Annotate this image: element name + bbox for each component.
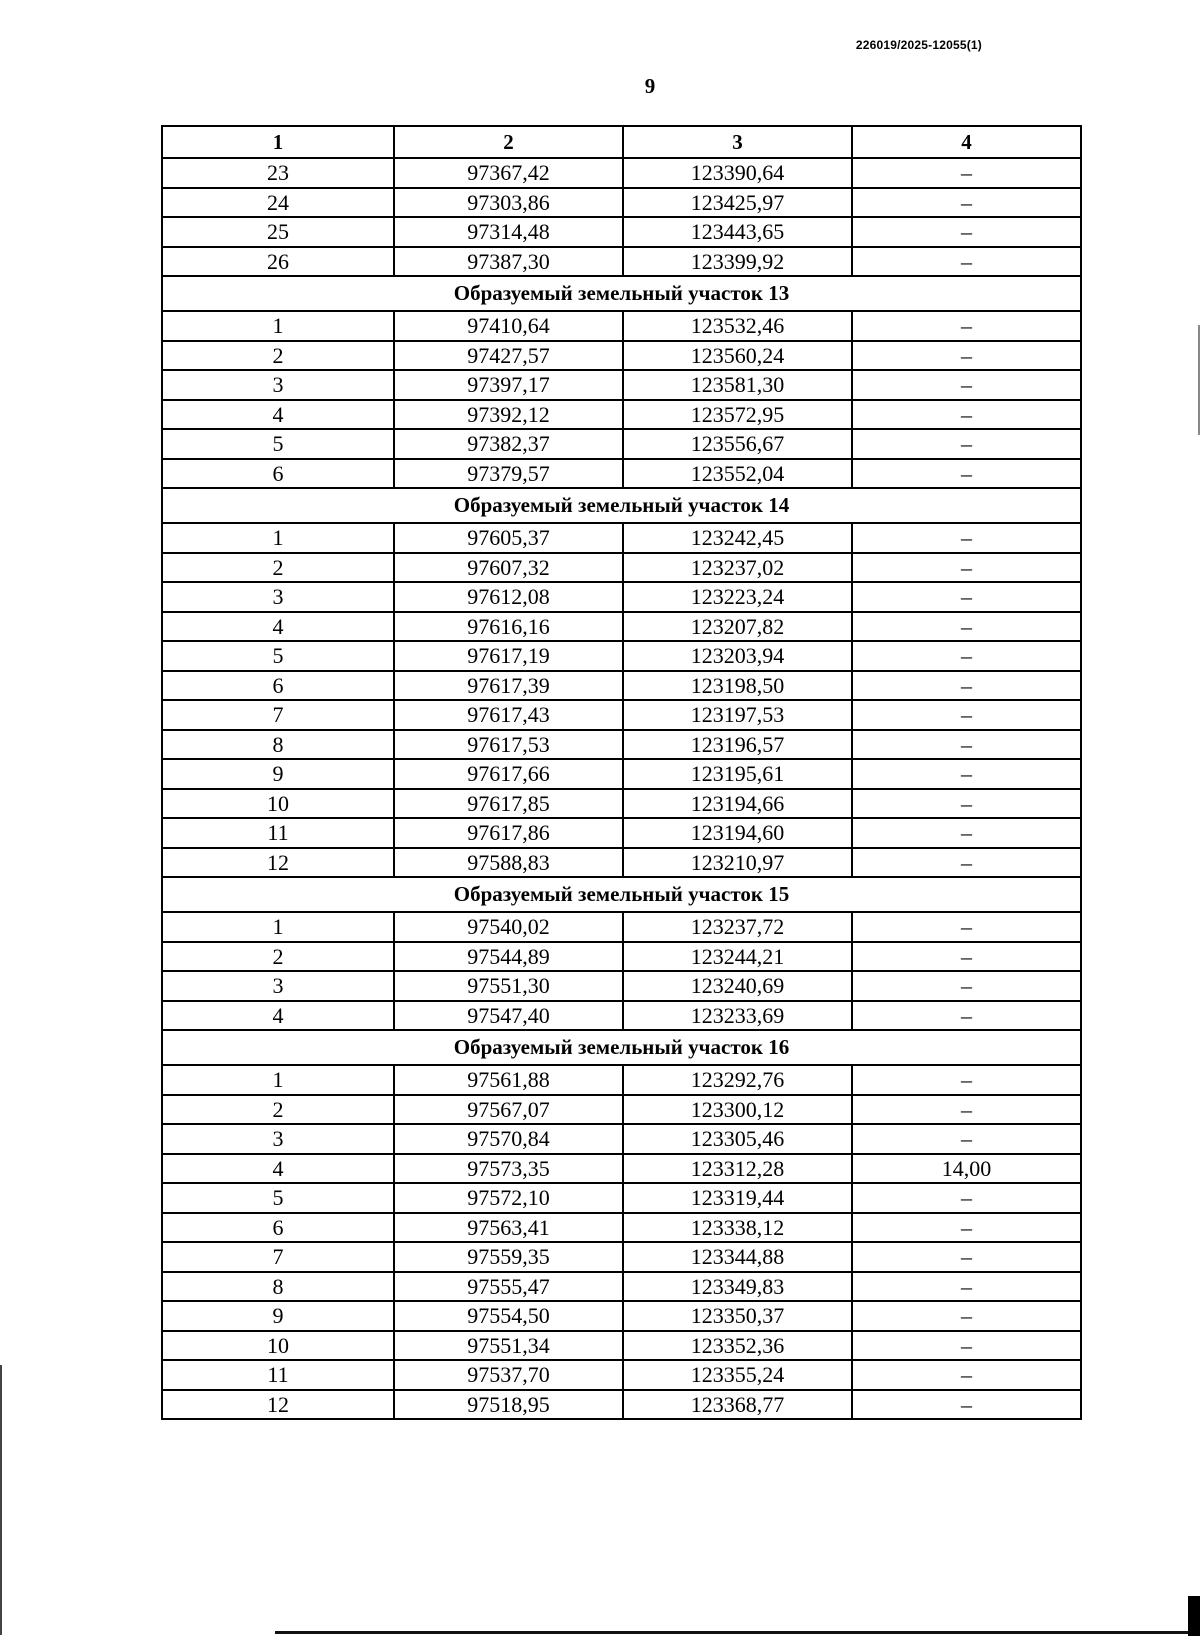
value-cell: – [852,641,1081,671]
coordinate-x-cell: 97382,37 [394,429,623,459]
coordinate-y-cell: 123352,36 [623,1331,852,1361]
value-cell: – [852,400,1081,430]
table-row [162,848,1081,878]
table-row [162,818,1081,848]
coordinate-y-cell: 123194,66 [623,789,852,819]
point-number-cell: 5 [162,641,394,671]
coordinate-x-cell: 97314,48 [394,217,623,247]
value-cell: – [852,1360,1081,1390]
coordinate-x-cell: 97573,35 [394,1154,623,1184]
scan-edge-bottom [275,1631,1200,1634]
coordinate-y-cell: 123390,64 [623,158,852,188]
value-cell: – [852,912,1081,942]
table-row [162,700,1081,730]
coordinate-x-cell: 97551,34 [394,1331,623,1361]
coordinate-x-cell: 97540,02 [394,912,623,942]
coordinate-x-cell: 97367,42 [394,158,623,188]
value-cell: – [852,523,1081,553]
table-row [162,730,1081,760]
table-row [162,912,1081,942]
point-number-cell: 1 [162,912,394,942]
point-number-cell: 25 [162,217,394,247]
table-row [162,311,1081,341]
table-row [162,247,1081,277]
table-row [162,1360,1081,1390]
point-number-cell: 10 [162,789,394,819]
coordinate-y-cell: 123198,50 [623,671,852,701]
coordinate-y-cell: 123300,12 [623,1095,852,1125]
point-number-cell: 9 [162,759,394,789]
coordinate-x-cell: 97617,85 [394,789,623,819]
coordinate-y-cell: 123355,24 [623,1360,852,1390]
coordinate-x-cell: 97555,47 [394,1272,623,1302]
table-row [162,553,1081,583]
coordinate-x-cell: 97570,84 [394,1124,623,1154]
coordinate-x-cell: 97427,57 [394,341,623,371]
point-number-cell: 3 [162,971,394,1001]
point-number-cell: 8 [162,1272,394,1302]
value-cell: – [852,370,1081,400]
value-cell: 14,00 [852,1154,1081,1184]
table-row [162,612,1081,642]
point-number-cell: 2 [162,1095,394,1125]
coordinate-x-cell: 97617,19 [394,641,623,671]
point-number-cell: 1 [162,311,394,341]
point-number-cell: 23 [162,158,394,188]
value-cell: – [852,1124,1081,1154]
coordinate-x-cell: 97617,66 [394,759,623,789]
coordinates-table-body [162,126,1081,1419]
point-number-cell: 4 [162,400,394,430]
coordinate-x-cell: 97617,86 [394,818,623,848]
point-number-cell: 2 [162,942,394,972]
coordinate-y-cell: 123240,69 [623,971,852,1001]
coordinate-y-cell: 123194,60 [623,818,852,848]
value-cell: – [852,759,1081,789]
coordinate-x-cell: 97303,86 [394,188,623,218]
point-number-cell: 11 [162,818,394,848]
coordinate-y-cell: 123292,76 [623,1065,852,1095]
section-title: Образуемый земельный участок 16 [162,1030,1081,1065]
coordinate-y-cell: 123581,30 [623,370,852,400]
point-number-cell: 12 [162,1390,394,1420]
point-number-cell: 4 [162,612,394,642]
coordinate-y-cell: 123425,97 [623,188,852,218]
section-header-row [162,1030,1081,1065]
table-row [162,1183,1081,1213]
table-row [162,217,1081,247]
value-cell: – [852,612,1081,642]
coordinate-x-cell: 97612,08 [394,582,623,612]
table-row [162,971,1081,1001]
column-header: 2 [394,126,623,158]
coordinate-x-cell: 97544,89 [394,942,623,972]
page-number: 9 [644,74,656,98]
table-row [162,341,1081,371]
coordinate-x-cell: 97605,37 [394,523,623,553]
value-cell: – [852,1095,1081,1125]
value-cell: – [852,311,1081,341]
coordinate-y-cell: 123242,45 [623,523,852,553]
value-cell: – [852,217,1081,247]
coordinate-y-cell: 123349,83 [623,1272,852,1302]
coordinate-y-cell: 123312,28 [623,1154,852,1184]
coordinate-y-cell: 123572,95 [623,400,852,430]
coordinate-y-cell: 123556,67 [623,429,852,459]
point-number-cell: 7 [162,700,394,730]
point-number-cell: 4 [162,1001,394,1031]
value-cell: – [852,158,1081,188]
point-number-cell: 24 [162,188,394,218]
point-number-cell: 9 [162,1301,394,1331]
point-number-cell: 3 [162,582,394,612]
column-header: 3 [623,126,852,158]
section-header-row [162,276,1081,311]
value-cell: – [852,1331,1081,1361]
table-row [162,1242,1081,1272]
coordinate-y-cell: 123207,82 [623,612,852,642]
table-row [162,429,1081,459]
section-title: Образуемый земельный участок 15 [162,877,1081,912]
coordinate-x-cell: 97410,64 [394,311,623,341]
coordinate-y-cell: 123319,44 [623,1183,852,1213]
value-cell: – [852,700,1081,730]
coordinate-x-cell: 97518,95 [394,1390,623,1420]
scan-edge-corner [1188,1596,1200,1636]
value-cell: – [852,1242,1081,1272]
coordinate-x-cell: 97567,07 [394,1095,623,1125]
coordinate-y-cell: 123233,69 [623,1001,852,1031]
table-row [162,459,1081,489]
table-row [162,158,1081,188]
table-row [162,1124,1081,1154]
coordinate-x-cell: 97554,50 [394,1301,623,1331]
value-cell: – [852,1213,1081,1243]
table-row [162,1390,1081,1420]
coordinate-y-cell: 123560,24 [623,341,852,371]
coordinate-x-cell: 97563,41 [394,1213,623,1243]
coordinate-y-cell: 123237,02 [623,553,852,583]
point-number-cell: 4 [162,1154,394,1184]
point-number-cell: 3 [162,370,394,400]
coordinate-y-cell: 123195,61 [623,759,852,789]
coordinate-x-cell: 97617,53 [394,730,623,760]
coordinate-y-cell: 123552,04 [623,459,852,489]
point-number-cell: 26 [162,247,394,277]
table-row [162,789,1081,819]
value-cell: – [852,341,1081,371]
point-number-cell: 7 [162,1242,394,1272]
coordinate-x-cell: 97392,12 [394,400,623,430]
value-cell: – [852,671,1081,701]
point-number-cell: 2 [162,341,394,371]
coordinate-x-cell: 97547,40 [394,1001,623,1031]
coordinates-table [161,125,1082,1420]
coordinate-x-cell: 97551,30 [394,971,623,1001]
value-cell: – [852,848,1081,878]
table-row [162,1065,1081,1095]
section-header-row [162,488,1081,523]
column-header: 4 [852,126,1081,158]
value-cell: – [852,582,1081,612]
coordinate-y-cell: 123344,88 [623,1242,852,1272]
coordinate-x-cell: 97379,57 [394,459,623,489]
point-number-cell: 2 [162,553,394,583]
table-row [162,400,1081,430]
coordinate-y-cell: 123210,97 [623,848,852,878]
coordinate-x-cell: 97561,88 [394,1065,623,1095]
table-row [162,370,1081,400]
table-row [162,1301,1081,1331]
table-row [162,1154,1081,1184]
table-row [162,582,1081,612]
table-row [162,671,1081,701]
value-cell: – [852,971,1081,1001]
point-number-cell: 6 [162,1213,394,1243]
coordinate-y-cell: 123203,94 [623,641,852,671]
value-cell: – [852,188,1081,218]
value-cell: – [852,247,1081,277]
table-header-row [162,126,1081,158]
coordinate-x-cell: 97607,32 [394,553,623,583]
coordinate-x-cell: 97616,16 [394,612,623,642]
coordinate-y-cell: 123350,37 [623,1301,852,1331]
coordinate-y-cell: 123223,24 [623,582,852,612]
coordinate-x-cell: 97537,70 [394,1360,623,1390]
table-row [162,1331,1081,1361]
point-number-cell: 5 [162,1183,394,1213]
section-header-row [162,877,1081,912]
coordinate-y-cell: 123399,92 [623,247,852,277]
table-row [162,942,1081,972]
value-cell: – [852,789,1081,819]
point-number-cell: 6 [162,459,394,489]
value-cell: – [852,553,1081,583]
value-cell: – [852,1065,1081,1095]
point-number-cell: 10 [162,1331,394,1361]
coordinate-y-cell: 123196,57 [623,730,852,760]
coordinate-x-cell: 97588,83 [394,848,623,878]
coordinate-y-cell: 123305,46 [623,1124,852,1154]
value-cell: – [852,942,1081,972]
value-cell: – [852,1272,1081,1302]
value-cell: – [852,1301,1081,1331]
point-number-cell: 5 [162,429,394,459]
table-row [162,1001,1081,1031]
table-row [162,1213,1081,1243]
table-row [162,523,1081,553]
table-row [162,188,1081,218]
coordinate-y-cell: 123368,77 [623,1390,852,1420]
point-number-cell: 3 [162,1124,394,1154]
scan-edge-left [0,1365,2,1635]
table-row [162,759,1081,789]
coordinate-y-cell: 123443,65 [623,217,852,247]
section-title: Образуемый земельный участок 14 [162,488,1081,523]
value-cell: – [852,429,1081,459]
coordinate-y-cell: 123197,53 [623,700,852,730]
coordinate-x-cell: 97617,39 [394,671,623,701]
point-number-cell: 8 [162,730,394,760]
point-number-cell: 11 [162,1360,394,1390]
value-cell: – [852,1001,1081,1031]
coordinate-y-cell: 123237,72 [623,912,852,942]
point-number-cell: 12 [162,848,394,878]
document-id: 226019/2025-12055(1) [855,38,982,52]
table-row [162,1095,1081,1125]
column-header: 1 [162,126,394,158]
coordinate-y-cell: 123532,46 [623,311,852,341]
value-cell: – [852,730,1081,760]
coordinate-x-cell: 97387,30 [394,247,623,277]
coordinate-x-cell: 97397,17 [394,370,623,400]
coordinate-x-cell: 97617,43 [394,700,623,730]
value-cell: – [852,1390,1081,1420]
table-row [162,641,1081,671]
value-cell: – [852,818,1081,848]
coordinate-y-cell: 123338,12 [623,1213,852,1243]
point-number-cell: 6 [162,671,394,701]
point-number-cell: 1 [162,1065,394,1095]
table-row [162,1272,1081,1302]
coordinate-y-cell: 123244,21 [623,942,852,972]
section-title: Образуемый земельный участок 13 [162,276,1081,311]
point-number-cell: 1 [162,523,394,553]
value-cell: – [852,1183,1081,1213]
coordinate-x-cell: 97559,35 [394,1242,623,1272]
value-cell: – [852,459,1081,489]
coordinate-x-cell: 97572,10 [394,1183,623,1213]
